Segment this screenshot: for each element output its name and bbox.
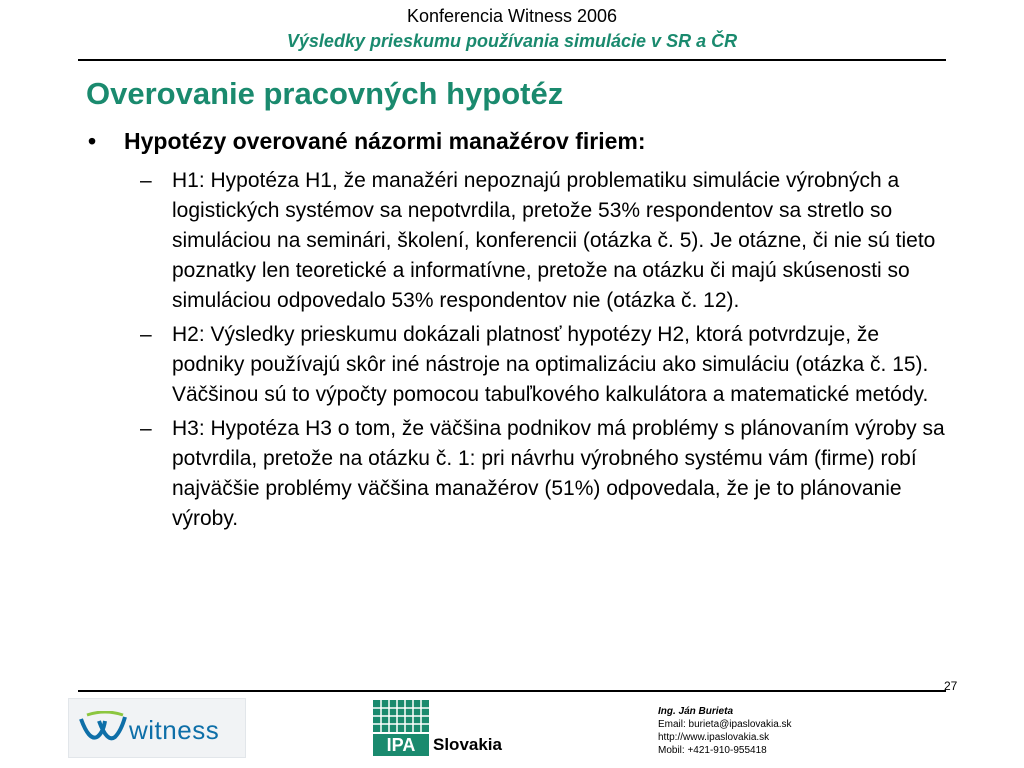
hypothesis-list: [138, 166, 948, 538]
witness-logo: [68, 698, 246, 758]
contact-email: Email: burieta@ipaslovakia.sk: [658, 719, 792, 730]
dash-icon: –: [140, 169, 152, 192]
conference-title: Konferencia Witness 2006: [406, 6, 618, 26]
bottom-divider: [78, 690, 946, 692]
page-number: 27: [944, 679, 958, 693]
hypothesis-item-h2: [138, 320, 948, 410]
dash-icon: –: [140, 417, 152, 440]
slide-title: Overovanie pracovných hypotéz: [86, 76, 564, 111]
hypothesis-item-h3: [138, 414, 948, 534]
ipa-logo-box: IPA: [373, 734, 429, 756]
hypothesis-text: H3: Hypotéza H3 o tom, že väčšina podnikov má problémy s plánovaním výroby sa potvrdila, pretože na otázku č. 1: pri návrhu výrobného systému vám (firme) robí najväčšie problémy väčšina manažérov (51%) odpovedala, že je to plánovanie výroby.: [172, 417, 945, 530]
main-bullet-text: Hypotézy overované názormi manažérov firiem:: [124, 128, 646, 154]
bullet-icon: •: [88, 128, 97, 154]
contact-info: [658, 705, 792, 757]
dash-icon: –: [140, 323, 152, 346]
contact-web: http://www.ipaslovakia.sk: [658, 732, 770, 743]
hypothesis-text: H1: Hypotéza H1, že manažéri nepoznajú problematiku simulácie výrobných a logistických systémov sa nepotvrdila, pretože 53% respondentov sa stretlo so simuláciou na seminári, školení, konferencii (otázka č. 5). Je otázne, či nie sú tieto poznatky len teoretické a informatívne, pretože na otázku či majú skúsenosti so simuláciou odpovedalo 53% respondentov nie (otázka č. 12).: [172, 169, 936, 312]
ipa-logo-word: Slovakia: [433, 735, 502, 754]
contact-name: Ing. Ján Burieta: [658, 706, 734, 717]
hypothesis-text: H2: Výsledky prieskumu dokázali platnosť hypotézy H2, ktorá potvrdzuje, že podniky používajú skôr iné nástroje na optimalizáciu ako simuláciu (otázka č. 15). Väčšinou sú to výpočty pomocou tabuľkového kalkulátora a matematické metódy.: [172, 323, 929, 406]
top-divider: [78, 59, 946, 61]
ipa-grid-icon: [373, 700, 429, 732]
contact-mobile: Mobil: +421-910-955418: [658, 745, 767, 756]
hypothesis-item-h1: [138, 166, 948, 316]
witness-swoosh-icon: [79, 711, 129, 745]
presentation-subtitle: Výsledky prieskumu používania simulácie v SR a ČR: [286, 31, 738, 51]
witness-logo-text: witness: [129, 715, 220, 745]
ipa-slovakia-logo: [373, 700, 513, 758]
